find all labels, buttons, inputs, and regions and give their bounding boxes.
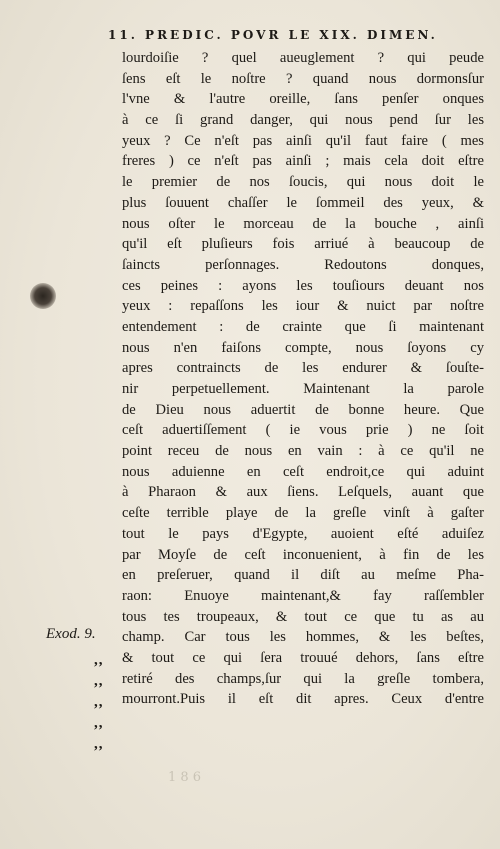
text-line: yeux : repaſſons les iour & nuict par noſtre	[122, 298, 484, 315]
text-line: nous aduienne en ceſt endroit,ce qui aduint	[122, 463, 484, 480]
text-line: qu'il eſt pluſieurs fois arriué à beaucoup de	[122, 236, 484, 253]
text-line: à ce ſi grand danger, qui nous pend ſur les	[122, 112, 484, 129]
running-header: 11. PREDIC. POVR LE XIX. DIMEN.	[108, 28, 438, 42]
text-line: en preſeruer, quand il diſt au meſme Pha-	[122, 567, 484, 584]
text-line: tout le pays d'Egypte, auoient eſté aduiſez	[122, 525, 484, 542]
quote-mark: ,,	[94, 652, 104, 668]
text-line: & tout ce qui ſera trouué dehors, ſans eſtre	[122, 649, 484, 666]
text-line: ceſte terrible playe de la greſle vinſt à gaſter	[122, 505, 484, 522]
body-text	[122, 48, 484, 710]
text-line: nous oſter le morceau de la bouche , ainſi	[122, 215, 484, 232]
text-line: ces peines : ayons les touſiours deuant nos	[122, 277, 484, 294]
text-line: raon: Enuoye maintenant,& fay raſſembler	[122, 587, 484, 604]
text-line: apres contraincts de les endurer & ſouſte-	[122, 360, 484, 377]
text-line: point receu de nous en vain : à ce qu'il ne	[122, 443, 484, 460]
text-line: yeux ? Ce n'eſt pas ainſi qu'il faut faire ( mes	[122, 132, 484, 149]
text-line: plus ſouuent chaſſer le ſommeil des yeux, &	[122, 194, 484, 211]
text-line: entendement : de crainte que ſi maintenant	[122, 318, 484, 335]
text-line: ceſt aduertiſſement ( ie vous prie ) ne ſoit	[122, 422, 484, 439]
text-line: le premier de nos ſoucis, qui nous doit le	[122, 174, 484, 191]
faint-folio: 1 8 6	[168, 770, 202, 785]
text-line: par Moyſe de ceſt inconuenient, à fin de les	[122, 546, 484, 563]
text-line: de Dieu nous aduertit de bonne heure. Que	[122, 401, 484, 418]
quote-mark: ,,	[94, 715, 104, 731]
quote-mark: ,,	[94, 673, 104, 689]
ink-blot	[30, 283, 56, 309]
text-line: nous n'en faiſons compte, nous ſoyons cy	[122, 339, 484, 356]
text-line: champ. Car tous les hommes, & les beſtes,	[122, 629, 484, 646]
quote-mark: ,,	[94, 694, 104, 710]
text-line: ſaincts perſonnages. Redoutons donques,	[122, 256, 484, 273]
text-line: à Pharaon & aux ſiens. Leſquels, auant que	[122, 484, 484, 501]
text-line: ſens eſt le noſtre ? quand nous dormonsſur	[122, 70, 484, 87]
text-line: l'vne & l'autre oreille, ſans penſer onques	[122, 91, 484, 108]
text-line: freres ) ce n'eſt pas ainſi ; mais cela doit eſtre	[122, 153, 484, 170]
margin-reference: Exod. 9.	[46, 626, 96, 642]
quote-mark: ,,	[94, 736, 104, 752]
text-line: tous tes troupeaux, & tout ce que tu as au	[122, 608, 484, 625]
text-line: nir perpetuellement. Maintenant la parole	[122, 381, 484, 397]
text-line: lourdoiſie ? quel aueuglement ? qui peude	[122, 50, 484, 66]
text-line: mourront.Puis il eſt dit apres. Ceux d'entre	[122, 691, 484, 708]
text-line: retiré des champs,ſur qui la greſle tombera,	[122, 670, 484, 687]
